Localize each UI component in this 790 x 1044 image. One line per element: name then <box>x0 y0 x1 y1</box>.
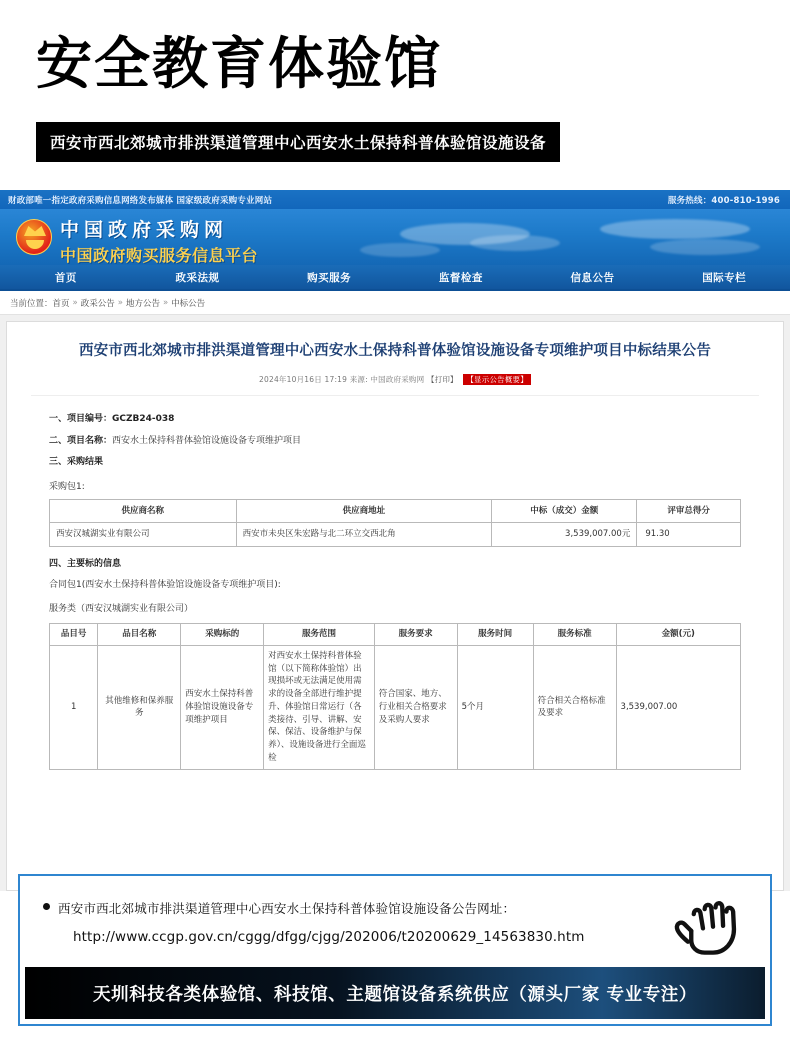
logo-line-2: 中国政府购买服务信息平台 <box>60 246 259 265</box>
section-2-label: 二、项目名称： <box>49 435 113 446</box>
cloud-decoration <box>600 219 750 239</box>
th-item-name: 品目名称 <box>98 624 181 646</box>
supplier-table <box>49 499 741 548</box>
article-datetime: 2024年10月16日 17:19 <box>259 375 348 385</box>
national-emblem-icon <box>16 219 52 255</box>
nav-item-announcements[interactable]: 信息公告 <box>570 271 615 284</box>
breadcrumb-item-home[interactable]: 首页 <box>52 298 70 309</box>
table-row <box>50 645 741 769</box>
section-project-name <box>49 434 741 448</box>
breadcrumb-separator: » <box>117 297 123 308</box>
nav-item-home[interactable]: 首页 <box>54 271 77 284</box>
callout-line-1: 西安市西北郊城市排洪渠道管理中心西安水土保持科普体验馆设施设备公告网址： <box>58 901 516 916</box>
th-service-scope: 服务范围 <box>264 624 375 646</box>
poster-subtitle-wrap <box>0 100 790 162</box>
callout-inner <box>25 881 765 1019</box>
table-header-row <box>50 624 741 646</box>
breadcrumb-separator: » <box>72 297 78 308</box>
section-result-heading <box>49 455 741 469</box>
bullet-icon <box>43 903 50 910</box>
breadcrumb-prefix: 当前位置： <box>10 298 53 309</box>
bottom-callout <box>18 874 772 1026</box>
breadcrumb-item-winning[interactable]: 中标公告 <box>171 298 206 309</box>
breadcrumb <box>0 291 790 315</box>
article-meta <box>31 362 759 396</box>
breadcrumb-item-local[interactable]: 地方公告 <box>125 298 160 309</box>
cell-service-standard: 符合相关合格标准及要求 <box>533 645 616 769</box>
site-banner <box>0 209 790 265</box>
cell-item-name: 其他维修和保养服务 <box>98 645 181 769</box>
cell-winning-amount: 3,539,007.00元 <box>492 523 637 547</box>
cloud-decoration <box>650 239 760 255</box>
project-number-value: GCZB24-038 <box>112 414 175 425</box>
cell-supplier-name: 西安汉城湖实业有限公司 <box>50 523 237 547</box>
th-supplier-name: 供应商名称 <box>50 499 237 523</box>
print-link[interactable]: 【打印】 <box>426 375 458 385</box>
promo-banner-text: 天圳科技各类体验馆、科技馆、主题馆设备系统供应（源头厂家 专业专注） <box>93 984 697 1005</box>
article-source: 来源: 中国政府采购网 <box>349 375 425 385</box>
cell-subject: 西安水土保持科普体验馆设施设备专项维护项目 <box>181 645 264 769</box>
th-service-duration: 服务时间 <box>457 624 533 646</box>
article-shell <box>0 315 790 891</box>
cell-supplier-address: 西安市未央区朱宏路与北二环立交西北角 <box>236 523 492 547</box>
cell-item-no: 1 <box>50 645 98 769</box>
callout-url[interactable]: http://www.ccgp.gov.cn/cggg/dfgg/cjgg/202006/t20200629_14563830.htm <box>73 929 585 945</box>
poster-subtitle: 西安市西北郊城市排洪渠道管理中心西安水土保持科普体验馆设施设备 <box>36 122 560 162</box>
cell-service-duration: 5个月 <box>457 645 533 769</box>
site-logo[interactable] <box>60 215 260 265</box>
poster-title: 安全教育体验馆 <box>36 32 442 97</box>
table-header-row <box>50 499 741 523</box>
th-item-no: 品目号 <box>50 624 98 646</box>
nav-item-supervision[interactable]: 监督检查 <box>438 271 483 284</box>
article <box>6 321 784 891</box>
nav-item-regulations[interactable]: 政采法规 <box>175 271 220 284</box>
service-category-line: 服务类（西安汉城湖实业有限公司） <box>49 604 194 615</box>
cell-service-requirement: 符合国家、地方、行业相关合格要求及采购人要求 <box>374 645 457 769</box>
site-topbar <box>0 190 790 209</box>
project-name-value: 西安水土保持科普体验馆设施设备专项维护项目 <box>112 435 302 446</box>
site-nav <box>0 265 790 291</box>
section-4-label: 四、主要标的信息 <box>49 559 122 570</box>
th-service-standard: 服务标准 <box>533 624 616 646</box>
contract-package-line: 合同包1(西安水土保持科普体验馆设施设备专项维护项目): <box>49 580 281 591</box>
article-body <box>31 396 759 769</box>
section-1-label: 一、项目编号： <box>49 414 113 425</box>
detail-table <box>49 623 741 770</box>
ccgp-website-screenshot <box>0 190 790 891</box>
promo-banner <box>25 967 765 1019</box>
callout-bullet-row <box>43 899 765 917</box>
breadcrumb-item-announcements[interactable]: 政采公告 <box>80 298 115 309</box>
th-supplier-address: 供应商地址 <box>236 499 492 523</box>
topbar-slogan: 财政部唯一指定政府采购信息网络发布媒体 国家级政府采购专业网站 <box>8 195 273 206</box>
article-title: 西安市西北郊城市排洪渠道管理中心西安水土保持科普体验馆设施设备专项维护项目中标结果公告 <box>78 343 712 359</box>
th-service-requirement: 服务要求 <box>374 624 457 646</box>
cloud-decoration <box>360 243 440 257</box>
breadcrumb-separator: » <box>162 297 169 308</box>
callout-text <box>25 881 765 945</box>
nav-item-international[interactable]: 国际专栏 <box>702 271 747 284</box>
show-summary-badge[interactable]: 【显示公告概要】 <box>463 374 531 385</box>
cell-service-scope: 对西安水土保持科普体验馆（以下简称体验馆）出现损坏或无法满足使用需求的设备全部进行维护提升、体验馆日常运行（各类接待、引导、讲解、安保、保洁、设备维护与保养）、设施设备进行全面巡检 <box>264 645 375 769</box>
pointing-hand-icon <box>665 889 751 961</box>
section-3-label: 三、采购结果 <box>49 457 104 468</box>
th-total-score: 评审总得分 <box>637 499 741 523</box>
cloud-decoration <box>470 235 560 251</box>
topbar-hotline: 服务热线：400-810-1996 <box>667 195 780 206</box>
th-amount: 金额(元) <box>616 624 740 646</box>
th-winning-amount: 中标（成交）金额 <box>492 499 637 523</box>
logo-line-1: 中国政府采购网 <box>60 219 229 241</box>
section-project-number <box>49 412 741 426</box>
package-label: 采购包1: <box>49 481 85 492</box>
nav-item-purchase-service[interactable]: 购买服务 <box>307 271 352 284</box>
cell-total-score: 91.30 <box>637 523 741 547</box>
cell-amount: 3,539,007.00 <box>616 645 740 769</box>
th-subject: 采购标的 <box>181 624 264 646</box>
table-row <box>50 523 741 547</box>
